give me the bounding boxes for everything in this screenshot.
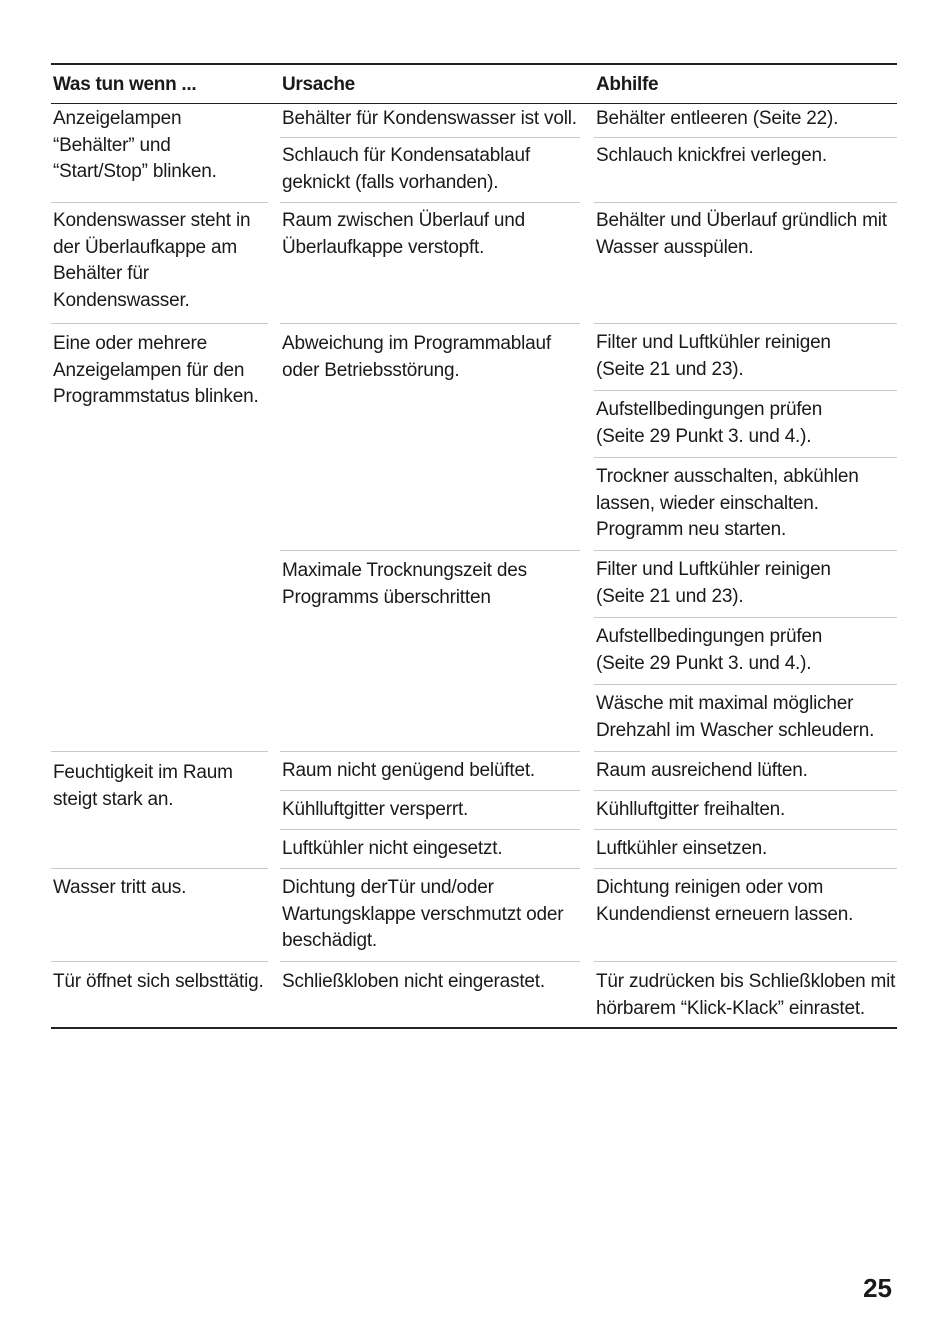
row-divider — [280, 137, 580, 138]
table-cell: Filter und Luftkühler reinigen (Seite 21 und 23). — [596, 559, 831, 607]
table-cell: Wäsche mit maximal möglicher Drehzahl im Wascher schleudern. — [596, 693, 875, 741]
row-divider — [594, 617, 897, 618]
row-divider — [51, 202, 268, 203]
table-cell: Aufstellbedingungen prüfen (Seite 29 Punkt 3. und 4.). — [596, 399, 823, 447]
table-cell: Anzeigelampen “Behälter” und “Start/Stop” blinken. — [53, 108, 217, 182]
table-cell: Wasser tritt aus. — [53, 877, 187, 898]
table-cell: Schlauch knickfrei verlegen. — [596, 145, 827, 166]
table-cell: Tür öffnet sich selbsttätig. — [53, 971, 264, 992]
row-divider — [280, 202, 580, 203]
row-divider — [594, 137, 897, 138]
table-cell: Filter und Luftkühler reinigen (Seite 21 und 23). — [596, 332, 831, 380]
row-divider — [594, 961, 897, 962]
table-header — [51, 63, 897, 104]
table-cell: Luftkühler nicht eingesetzt. — [282, 838, 503, 859]
table-bottom-rule — [51, 1027, 897, 1029]
table-cell: Kühlluftgitter versperrt. — [282, 799, 469, 820]
table-cell: Dichtung derTür und/oder Wartungsklappe verschmutzt oder beschädigt. — [282, 877, 564, 951]
row-divider — [280, 323, 580, 324]
header-ursache: Ursache — [282, 74, 355, 95]
row-divider — [280, 961, 580, 962]
table-cell: Behälter für Kondenswasser ist voll. — [282, 108, 577, 129]
table-cell: Raum nicht genügend belüftet. — [282, 760, 535, 781]
row-divider — [280, 550, 580, 551]
table-cell: Raum ausreichend lüften. — [596, 760, 808, 781]
row-divider — [280, 790, 580, 791]
table-cell: Tür zudrücken bis Schließkloben mit hörbarem “Klick-Klack” einrastet. — [596, 971, 896, 1019]
row-divider — [594, 550, 897, 551]
row-divider — [51, 323, 268, 324]
row-divider — [51, 751, 268, 752]
header-was-tun-wenn: Was tun wenn ... — [53, 74, 197, 95]
row-divider — [594, 202, 897, 203]
table-cell: Maximale Trocknungszeit des Programms überschritten — [282, 560, 527, 608]
header-abhilfe: Abhilfe — [596, 74, 659, 95]
table-cell: Schließkloben nicht eingerastet. — [282, 971, 545, 992]
row-divider — [594, 323, 897, 324]
row-divider — [594, 684, 897, 685]
table-cell: Abweichung im Programmablauf oder Betriebsstörung. — [282, 333, 551, 381]
row-divider — [280, 751, 580, 752]
row-divider — [280, 868, 580, 869]
row-divider — [51, 868, 268, 869]
table-cell: Raum zwischen Überlauf und Überlaufkappe verstopft. — [282, 210, 525, 258]
row-divider — [280, 829, 580, 830]
table-cell: Dichtung reinigen oder vom Kundendienst erneuern lassen. — [596, 877, 854, 925]
table-cell: Eine oder mehrere Anzeigelampen für den Programmstatus blinken. — [53, 333, 259, 407]
page-number: 25 — [863, 1273, 892, 1303]
row-divider — [594, 751, 897, 752]
table-cell: Kühlluftgitter freihalten. — [596, 799, 786, 820]
row-divider — [594, 868, 897, 869]
troubleshooting-table — [51, 63, 897, 1019]
row-divider — [594, 790, 897, 791]
row-divider — [594, 457, 897, 458]
table-cell: Aufstellbedingungen prüfen (Seite 29 Punkt 3. und 4.). — [596, 626, 823, 674]
table-cell: Feuchtigkeit im Raum steigt stark an. — [53, 762, 233, 810]
row-divider — [51, 961, 268, 962]
row-divider — [594, 829, 897, 830]
table-cell: Luftkühler einsetzen. — [596, 838, 768, 859]
table-cell: Kondenswasser steht in der Überlaufkappe am Behälter für Kondenswasser. — [53, 210, 251, 311]
table-cell: Behälter entleeren (Seite 22). — [596, 108, 839, 129]
row-divider — [594, 390, 897, 391]
table-cell: Behälter und Überlauf gründlich mit Wasser ausspülen. — [596, 210, 887, 258]
table-cell: Trockner ausschalten, abkühlen lassen, wieder einschalten. Programm neu starten. — [596, 466, 859, 540]
table-cell: Schlauch für Kondensatablauf geknickt (falls vorhanden). — [282, 145, 530, 193]
